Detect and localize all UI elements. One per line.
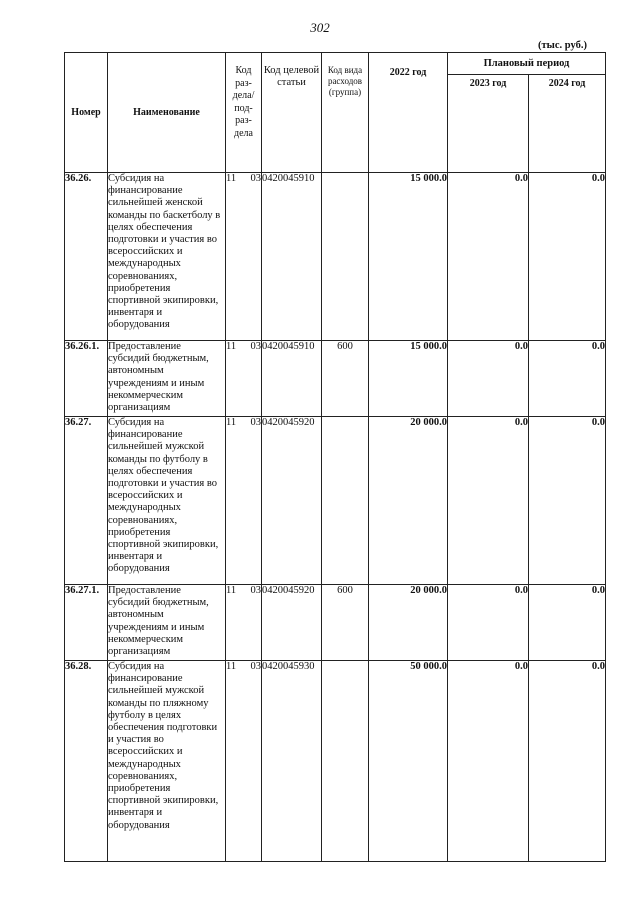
row-section: 11 03	[226, 661, 262, 862]
page-number: 302	[310, 20, 330, 35]
row-target-code: 0420045910	[262, 173, 322, 341]
header-target: Код целевой статьи	[262, 53, 322, 173]
row-exp-type: 600	[322, 341, 369, 417]
row-2023: 0.0	[448, 585, 529, 661]
row-exp-type: 600	[322, 585, 369, 661]
row-number: 36.27.	[65, 417, 108, 585]
row-2022: 15 000.0	[369, 173, 448, 341]
row-name: Субсидия на финансирование сильнейшей мужской команды по пляжному футболу в целях обеспечения подготовки и участия во всероссийских и международных соревнованиях, приобретения спортивной экипировки, инвентаря и оборудования	[108, 661, 226, 862]
row-section: 11 03	[226, 341, 262, 417]
row-2024: 0.0	[529, 661, 606, 862]
header-2024: 2024 год	[529, 75, 606, 173]
row-section: 11 03	[226, 173, 262, 341]
row-2022: 50 000.0	[369, 661, 448, 862]
row-2023: 0.0	[448, 173, 529, 341]
row-name: Субсидия на финансирование сильнейшей женской команды по баскетболу в целях обеспечения подготовки и участия во всероссийских и международных соревнованиях, приобретения спортивной экипировки, инвентаря и оборудования	[108, 173, 226, 341]
row-name: Предоставление субсидий бюджетным, автономным учреждениям и иным некоммерческим организациям	[108, 341, 226, 417]
row-2023: 0.0	[448, 661, 529, 862]
row-section: 11 03	[226, 585, 262, 661]
table-row	[65, 173, 606, 341]
row-2022: 20 000.0	[369, 417, 448, 585]
row-number: 36.26.1.	[65, 341, 108, 417]
header-number: Номер	[65, 53, 108, 173]
row-section: 11 03	[226, 417, 262, 585]
row-name: Предоставление субсидий бюджетным, автономным учреждениям и иным некоммерческим организациям	[108, 585, 226, 661]
budget-table	[64, 52, 606, 862]
unit-label: (тыс. руб.)	[538, 40, 587, 51]
row-target-code: 0420045910	[262, 341, 322, 417]
row-2024: 0.0	[529, 585, 606, 661]
row-2023: 0.0	[448, 341, 529, 417]
header-2022: 2022 год	[369, 53, 448, 173]
header-name: Наименование	[108, 53, 226, 173]
row-2024: 0.0	[529, 173, 606, 341]
row-target-code: 0420045920	[262, 417, 322, 585]
row-2024: 0.0	[529, 417, 606, 585]
row-target-code: 0420045920	[262, 585, 322, 661]
table-row	[65, 341, 606, 417]
row-exp-type	[322, 661, 369, 862]
table-row	[65, 417, 606, 585]
header-section: Код раз- дела/ под- раз- дела	[226, 53, 262, 173]
row-number: 36.26.	[65, 173, 108, 341]
row-name: Субсидия на финансирование сильнейшей мужской команды по футболу в целях обеспечения подготовки и участия во всероссийских и международных соревнованиях, приобретения спортивной экипировки, инвентаря и оборудования	[108, 417, 226, 585]
row-exp-type	[322, 417, 369, 585]
row-2023: 0.0	[448, 417, 529, 585]
row-2022: 15 000.0	[369, 341, 448, 417]
table-row	[65, 585, 606, 661]
header-exp-type: Код вида расходов (группа)	[322, 53, 369, 173]
row-2024: 0.0	[529, 341, 606, 417]
row-target-code: 0420045930	[262, 661, 322, 862]
row-number: 36.27.1.	[65, 585, 108, 661]
header-planned: Плановый период	[448, 53, 606, 75]
row-exp-type	[322, 173, 369, 341]
table-row	[65, 661, 606, 862]
header-2023: 2023 год	[448, 75, 529, 173]
row-number: 36.28.	[65, 661, 108, 862]
row-2022: 20 000.0	[369, 585, 448, 661]
